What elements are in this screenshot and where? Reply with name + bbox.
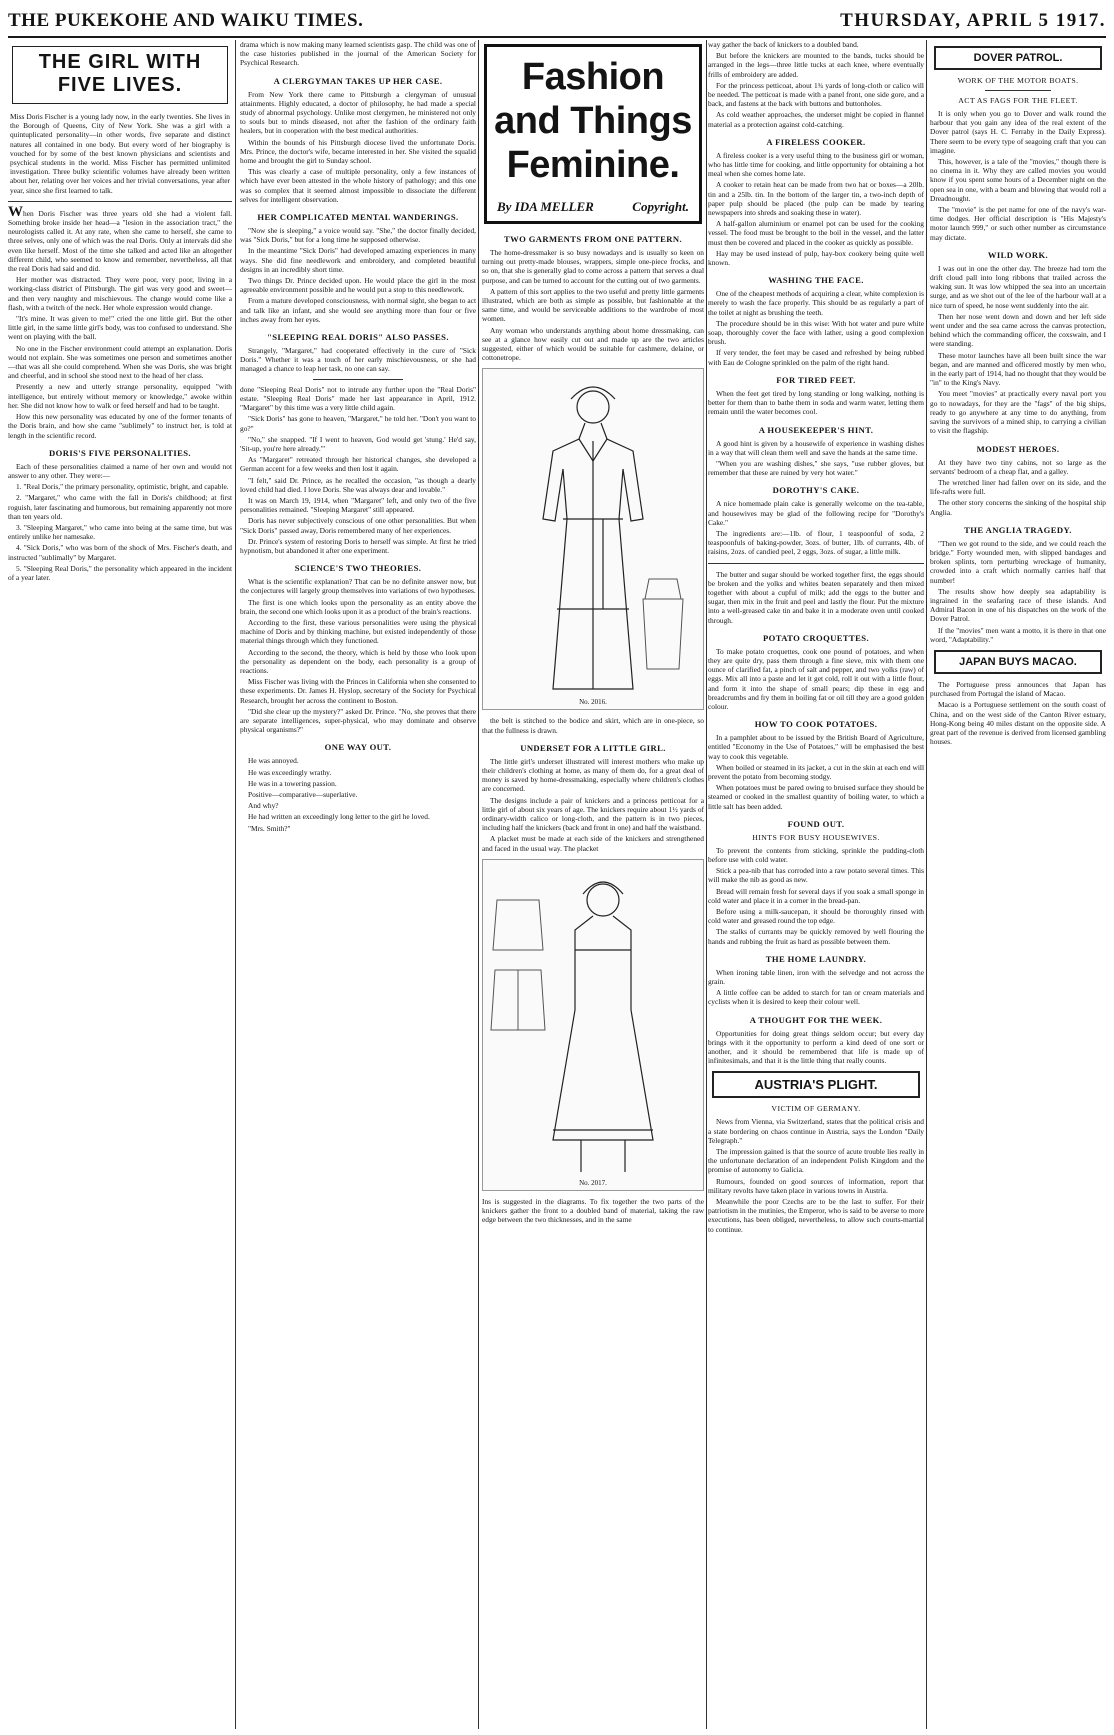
paragraph: At they have two tiny cabins, not so large as the servants' bedroom of a cheap flat, and a galley.	[930, 457, 1106, 476]
paragraph: The "movie" is the pet name for one of the navy's war-time dodges. Her official description is "His Majesty's motor launch 999," or such other number as circumstance may dictate.	[930, 205, 1106, 242]
section-subheading: VICTIM OF GERMANY.	[771, 1104, 861, 1114]
paragraph: To make potato croquettes, cook one pound of potatoes, and when they are quite dry, pass them through a fine sieve, mix with them one ounce of clarified fat, a pinch of salt and pepper, and two yolks (raw) of eggs. Mix all into a paste and let it get cold, roll it out with a little flour, and form it into the shape of small pears; dip these in egg and breadcrumbs and fry them in boiling fat or oil till they are a good golden colour.	[708, 646, 924, 711]
section-heading: WASHING THE FACE.	[768, 275, 864, 286]
paragraph: It is only when you go to Dover and walk round the harbour that you gain any idea of the real extent of the Dover patrol (says H. C. Ferraby in the Daily Express). There seem to be every type of seagoing craft that you can imagine.	[930, 109, 1106, 155]
paragraph: When potatoes must be pared owing to bruised surface they should be steamed or cooked in the smallest quantity of boiling water, to which a little salt has been added.	[708, 783, 924, 811]
paragraph: "I felt," said Dr. Prince, as he recalled the occasion, "as though a dearly loved child had died. I love Doris. She was always dear and lovable."	[240, 475, 476, 494]
section-heading: HER COMPLICATED MENTAL WANDERINGS.	[257, 212, 459, 223]
paragraph: The results show how deeply sea adaptability is ingrained in the seafaring race of these islands. And Admiral Bacon in one of his dispatches on the work of the Dover Patrol.	[930, 586, 1106, 624]
column-1	[8, 40, 232, 1731]
paper-title: THE PUKEKOHE AND WAIKU TIMES.	[8, 10, 364, 31]
paragraph: The procedure should be in this wise: With hot water and pure white soap, thoroughly cover the face with lather, using a good complexion brush.	[708, 318, 924, 347]
paragraph: Any woman who understands anything about home dressmaking, can see at a glance how easily cut out and made up are the two articles suggested, either of which would be suitable for cashmere, delaine, or cottonetrope.	[482, 325, 704, 363]
section-subheading: HINTS FOR BUSY HOUSEWIVES.	[752, 832, 880, 842]
paragraph: When boiled or steamed in its jacket, a cut in the skin at each end will prevent the potato from becoming stodgy.	[708, 762, 924, 781]
paragraph: He had written an exceedingly long letter to the girl he loved.	[248, 812, 430, 822]
paragraph: The ingredients are:—1lb. of flour, 1 teaspoonful of soda, 2 teaspoonfuls of baking-powder, 3ozs. of butter, 1lb. of currants, 4lb. of raisins, 2ozs. of candied peel, 2 eggs, 3ozs. of sugar, a little milk.	[708, 528, 924, 557]
section-heading: A CLERGYMAN TAKES UP HER CASE.	[273, 75, 443, 86]
paragraph: "Mrs. Smith?"	[248, 823, 291, 833]
paragraph: Bread will remain fresh for several days if you soak a small sponge in cold water and place it in a corner in the bread-pan.	[708, 886, 924, 905]
paragraph: "When you are washing dishes," she says, "use rubber gloves, but remember that these are ruined by very hot water."	[708, 458, 924, 478]
paragraph: According to the first, these various personalities were using the physical machine of Doris and by thinking machine, but existed independently of those material things through which they functioned.	[240, 617, 476, 646]
dover-headline-box	[934, 46, 1102, 70]
fashion-title: Fashion and Things	[494, 56, 692, 142]
dress-drawing	[483, 369, 703, 709]
paragraph: He was in a towering passion.	[248, 778, 337, 788]
paragraph: If very tender, the feet may be cased and refreshed by being rubbed with Eau de Cologne sprinkled on the palm of the right hand.	[708, 348, 924, 367]
dover-headline: DOVER PATROL.	[973, 52, 1063, 64]
section-heading: MODEST HEROES.	[976, 443, 1060, 454]
paragraph: "Sick Doris" has gone to heaven, "Margaret," he told her. "Don't you want to go?"	[240, 414, 476, 433]
paragraph: A little coffee can be added to starch for tan or cream materials and cyclists when it is desired to keep their colour well.	[708, 988, 924, 1007]
column-3	[482, 40, 704, 1731]
section-heading: POTATO CROQUETTES.	[762, 632, 870, 643]
paragraph: In a pamphlet about to be issued by the British Board of Agriculture, entitled "Economy in the Use of Potatoes," will be emphasised the best way to cook this vegetable.	[708, 733, 924, 761]
section-heading: FOUND OUT.	[787, 818, 845, 829]
japan-headline: JAPAN BUYS MACAO.	[959, 655, 1077, 668]
section-heading: UNDERSET FOR A LITTLE GIRL.	[520, 742, 666, 753]
paragraph: The designs include a pair of knickers and a princess petticoat for a little girl of about six years of age. The knickers require about 1½ yards of ordinary-width calico or long-cloth, and the pattern is in two pieces, including half the knickers (back and front in one) and half the waistband.	[482, 795, 704, 833]
paragraph: The home-dressmaker is so busy nowadays and is usually so keen on turning out pretty-made blouses, wrappers, simple one-piece frocks, and so on, that she is generally glad to come across a pattern that serves a dual purpose, and can be turned to account for the cutting out of two garments.	[482, 248, 704, 285]
paragraph: the belt is stitched to the bodice and skirt, which are in one-piece, so that the fullness is drawn.	[482, 716, 704, 735]
illustration-caption: No. 2016.	[579, 698, 607, 707]
section-heading: A HOUSEKEEPER'S HINT.	[758, 424, 874, 435]
section-heading: SCIENCE'S TWO THEORIES.	[294, 563, 422, 574]
underset-illustration	[482, 859, 704, 1191]
paragraph: This was clearly a case of multiple personality, only a few instances of which have ever been attested in the whole history of pathology; and this one was so complex that it seemed almost impossible to dissociate the different selves for intelligent observation.	[240, 167, 476, 204]
paragraph: Dr. Prince's system of restoring Doris to herself was simple. At first he tried hypnotism, but abandoned it after one experiment.	[240, 536, 476, 555]
austria-headline-box	[712, 1071, 920, 1098]
column-rule	[235, 40, 236, 1729]
section-heading: THE ANGLIA TRAGEDY.	[964, 524, 1072, 535]
byline-copyright: Copyright.	[632, 199, 689, 214]
paragraph: A good hint is given by a housewife of experience in washing dishes in a way that will clean them well and save the hands at the same time.	[708, 438, 924, 457]
byline-author: By IDA MELLER	[497, 199, 594, 214]
paragraph: drama which is now making many learned scientists gasp. The child was one of the case histories published in the journal of the American Society for Psychical Research.	[240, 40, 476, 68]
paragraph: A placket must be made at each side of the knickers and strengthened and faced in the usual way. The placket	[482, 834, 704, 853]
paragraph: The Portuguese press announces that Japan has purchased from Portugal the island of Macao.	[930, 679, 1106, 699]
paragraph: The little girl's underset illustrated will interest mothers who make up their children's clothing at home, as many of them do, for a great deal of money is saved by home-dressmaking, especially where children's clothes are concerned.	[482, 756, 704, 794]
paragraph: Opportunities for doing great things seldom occur; but every day brings with it the opportunity to perform a kind deed of one sort or another, and it should be remembered that life is made up of infinitesimals, and that it is the little thing that really counts.	[708, 1028, 924, 1066]
section-heading: A THOUGHT FOR THE WEEK.	[749, 1014, 883, 1025]
japan-headline-box	[934, 650, 1102, 674]
masthead	[8, 6, 1106, 38]
paragraph: As cold weather approaches, the underset might be copied in flannel material as a protection against cold-catching.	[708, 110, 924, 129]
section-heading: THE HOME LAUNDRY.	[765, 953, 867, 964]
paragraph: "Then we got round to the side, and we could reach the bridge." Forty wounded men, with slipped bandages and broken splints, torn perturbing wreckage of humanity, crowded into a craft which normally carries half that number!	[930, 538, 1106, 585]
column-4	[708, 40, 924, 1731]
paragraph: I was out in one the other day. The breeze had torn the drift cloud pall into long ribbons that trailed across the waking sun. It was low whipped the sea into an uncertain surge, and as we shot out of the lee of the harbour wall at a nice turn of speed, he nose went suddenly into the air.	[930, 263, 1106, 310]
paragraph: When Doris Fischer was three years old she had a violent fall. Something broke inside her head—a "lesion in the association tract," the neurologists called it. At any rate, when she came to herself, she came to three selves, only one of which was the real Doris. Only at intervals did she even like herself. Most of the time she talked and acted like an altogether different child, who seemed to know and remember, nevertheless, all that the real Doris had said and did.	[8, 203, 232, 274]
paragraph: What is the scientific explanation? That can be no definite answer now, but the conjectures will largely group themselves into variations of two hypotheses.	[240, 577, 476, 596]
list-item: 5. "Sleeping Real Doris," the personality which appeared in the incident of a year later.	[8, 563, 232, 582]
fashion-title-box	[484, 44, 702, 224]
illustration-caption: No. 2017.	[579, 1178, 607, 1187]
section-heading: TWO GARMENTS FROM ONE PATTERN.	[503, 234, 683, 244]
paragraph: Ins is suggested in the diagrams. To fix together the two parts of the knickers gather the front to a doubled band of material, taking the raw edge between the two thicknesses, and in the same	[482, 1196, 704, 1225]
paragraph: The first is one which looks upon the personality as an entity above the brain, the second one which looks upon it as a product of the brain's reactions.	[240, 597, 476, 616]
paragraph: "No," she snapped. "If I went to heaven, God would get 'stung.' He'd say, 'Sit-up, you're here already.'"	[240, 434, 476, 453]
section-heading: "SLEEPING REAL DORIS" ALSO PASSES.	[267, 332, 449, 343]
section-heading: DOROTHY'S CAKE.	[772, 485, 860, 496]
paragraph: But before the knickers are mounted to the bands, tucks should be arranged in the legs—three little tucks at each knee, where eventually frills of embroidery are added.	[708, 51, 924, 79]
paragraph: How this new personality was educated by one of the former tenants of the Doris brain, and how she came "sublimely" to instruct her, is told at length in the scientific record.	[8, 412, 232, 440]
paragraph: If the "movies" men want a motto, it is there in that one word, "Adaptability."	[930, 625, 1106, 644]
list-item: 4. "Sick Doris," who was born of the shock of Mrs. Fischer's death, and instructed "sublimally" by Margaret.	[8, 543, 232, 562]
column-rule	[926, 40, 927, 1729]
column-rule	[706, 40, 707, 1729]
paragraph: Rumours, founded on good sources of information, report that military revolts have taken place in various towns in Austria.	[708, 1176, 924, 1195]
paragraph: Stick a pea-nib that has corroded into a raw potato several times. This will make the nib as good as new.	[708, 866, 924, 885]
paragraph: Within the bounds of his Pittsburgh diocese lived the unfortunate Doris. Mrs. Prince, the doctor's wife, became interested in her. She visited the squalid home and brought the girl to Sunday school.	[240, 137, 476, 166]
paragraph: The other story concerns the sinking of the hospital ship Anglia.	[930, 498, 1106, 517]
paragraph: Then her nose went down and down and her left side went under and the sea came across the canvas protection, behind which the commanding officer, the coxswain, and I were standing.	[930, 311, 1106, 349]
paragraph: Positive—comparative—superlative.	[248, 790, 358, 799]
paragraph: In the meantime "Sick Doris" had developed amazing experiences in many ways. She did fine needlework and embroidery, and completed beautiful designs in an incredibly short time.	[240, 246, 476, 274]
paragraph: One of the cheapest methods of acquiring a clear, white complexion is merely to wash the face properly. This should be as regularly a part of the toilet at night as brushing the teeth.	[708, 289, 924, 317]
article-headline-box	[12, 46, 228, 104]
paragraph: He was exceedingly wrathy.	[248, 767, 332, 777]
list-item: 2. "Margaret," who came with the fall in Doris's childhood; at first roguish, later fascinating and humorous, but remaining apparently not more than ten years old.	[8, 493, 232, 521]
paragraph: Doris has never subjectively conscious of one other personalities. But when "Sick Doris" passed away, Doris remembered many of her experiences.	[240, 516, 476, 535]
section-subheading: WORK OF THE MOTOR BOATS.	[957, 76, 1079, 85]
issue-date: THURSDAY, APRIL 5 1917.	[840, 10, 1106, 31]
paragraph: A nice homemade plain cake is generally welcome on the tea-table, and housewives may be glad of the following recipe for "Dorothy's Cake."	[708, 499, 924, 527]
paragraph: When the feet get tired by long standing or long walking, nothing is better for them than to bathe them in soda and warm water, letting them remain until the water becomes cool.	[708, 388, 924, 417]
article-intro: Miss Doris Fischer is a young lady now, in the early twenties. She lives in the Borough of Queens, City of New York. She was a girl with a quintuplicated personality—in other words, five separate and distinct natures all contained in one body. But every word of her biography is vouched for by some of the best known physicians and scientists and psychical students in the world. Miss Fischer has permitted unlimited investigation. Three bulky scientific volumes have already been written about her, relating over her voices and her trivial conversations, year after year, since she first learned to talk.	[10, 112, 230, 195]
paragraph: Miss Fischer was living with the Princes in California when she consented to these experiments. Dr. James H. Hyslop, secretary of the Society for Psychical Research, brought her across the continent to Boston.	[240, 677, 476, 705]
paragraph: To prevent the contents from sticking, sprinkle the pudding-cloth before use with cold water.	[708, 845, 924, 864]
section-subheading: ACT AS FAGS FOR THE FLEET.	[958, 96, 1078, 105]
section-heading: WILD WORK.	[987, 249, 1049, 260]
column-5	[930, 40, 1106, 1731]
dress-illustration	[482, 368, 704, 710]
section-heading: HOW TO COOK POTATOES.	[754, 719, 878, 730]
paragraph: A half-gallon aluminium or enamel pot can be used for the cooking vessel. The food must be brought to the boil in the vessel, and the latter must then be covered and placed in the cooker as quickly as possible.	[708, 219, 924, 247]
paragraph: He was annoyed.	[248, 756, 299, 766]
paragraph: News from Vienna, via Switzerland, states that the political crisis and a state bordering on chaos continue in Austria, says the London "Daily Telegraph."	[708, 1117, 924, 1145]
list-item: 3. "Sleeping Margaret," who came into being at the same time, but was entirely unlike her namesake.	[8, 522, 232, 542]
paragraph: No one in the Fischer environment could attempt an explanation. Doris would not explain. She was sometimes one person and sometimes another—that was all she could comprehend. When she was Doris, she was bright and cheerful, and in school she stood next to the head of her class.	[8, 343, 232, 381]
paragraph: It was on March 19, 1914, when "Margaret" left, and only two of the five personalities remained. "Sleeping Margaret" still appeared.	[240, 495, 476, 515]
paragraph: From a mature developed consciousness, with normal sight, she began to act and talk like an infant, and she would see anything more than four or five inches away from her eyes.	[240, 296, 476, 324]
paragraph: Strangely, "Margaret," had cooperated effectively in the cure of "Sick Doris." Whether it was a touch of her early mischievousness, or she had managed a chance to leap her task, no one can say.	[240, 346, 476, 374]
paragraph: For the princess petticoat, about 1¾ yards of long-cloth or calico will be needed. The petticoat is made with a panel front, one side gore, and a back, and fastens at the back with buttons and buttonholes.	[708, 80, 924, 109]
paragraph: done "Sleeping Real Doris" not to intrude any further upon the "Real Doris" estate. "Sleeping Real Doris" made her last appearance in April, 1912. "Margaret" by this time was a very little child again.	[240, 384, 476, 413]
paragraph: According to the second, the theory, which is held by those who look upon the personality as dependent on the body, each personality is a group of reactions.	[240, 647, 476, 675]
paragraph: You meet "movies" at practically every naval port you go to nowadays, for they are the "fags" of the big ships, ready to go anywhere at any time to do anything, from saving the survivors of a mined ship, to carrying a civilian to visit the flagship.	[930, 389, 1106, 436]
column-2	[240, 40, 476, 1731]
paragraph: Her mother was distracted. They were poor, very poor, living in a working-class district of Pittsburgh. The girl was very good and sweet—and then very naughty and mischievous. The change would come like a flash, with a twitch of the neck. Her whole expression would change.	[8, 275, 232, 312]
paragraph: The butter and sugar should be worked together first, the eggs should be broken and the yolks and whites beaten separately and then mixed together with about a cupful of milk; add the eggs to the butter and sugar, then mix in the fruit and peel and lastly the flour. Put the mixture into a well-greased cake tin and bake it in a moderate oven until cooked through.	[708, 569, 924, 625]
fashion-title-line2: Feminine.	[506, 144, 680, 186]
paragraph: As "Margaret" retreated through her historical changes, she developed a German accent for a few weeks and then lost it again.	[240, 455, 476, 474]
column-rule	[478, 40, 479, 1729]
paragraph: way gather the back of knickers to a doubled band.	[708, 40, 859, 49]
paragraph: The impression gained is that the source of acute trouble lies really in the unfortunate declaration of an independent Polish Kingdom and the promise of autonomy to Galicia.	[708, 1147, 924, 1175]
paragraph: The wretched liner had fallen over on its side, and the life-rafts were full.	[930, 477, 1106, 497]
paragraph: The stalks of currants may be quickly removed by well flouring the hands and rubbing the fruit as hard as possible between them.	[708, 927, 924, 946]
byline	[493, 199, 693, 215]
paragraph: A fireless cooker is a very useful thing to the business girl or woman, who has little time for cooking, and little opportunity for obtaining a hot meal when she comes home late.	[708, 150, 924, 179]
article-headline: THE GIRL WITH FIVE LIVES.	[38, 51, 202, 96]
paragraph: These motor launches have all been built since the war began, and are manned and officered mostly by men who, in the early part of 1914, had no thought that they would be "in" to the King's Navy.	[930, 350, 1106, 388]
paragraph: Each of these personalities claimed a name of her own and would not answer to any other. They were:—	[8, 461, 232, 480]
paragraph: "Now she is sleeping," a voice would say. "She," the doctor finally decided, was "Sick Doris," but for a long time he supposed otherwise.	[240, 226, 476, 245]
paragraph: "Did she clear up the mystery?" asked Dr. Prince. "No, she proves that there are separate intelligences, super-physical, who may dominate and observe physical organisms?"	[240, 706, 476, 735]
list-item: 1. "Real Doris," the primary personality, optimistic, bright, and capable.	[16, 482, 229, 492]
section-heading: DORIS'S FIVE PERSONALITIES.	[49, 447, 191, 458]
section-heading: FOR TIRED FEET.	[776, 374, 856, 385]
paragraph: "It's mine. It was given to me!" cried the one little girl. But the other little girl, in the same little girl's body, was too confused to understand. She went on playing with the ball.	[8, 314, 232, 342]
underset-drawing	[483, 860, 703, 1190]
section-heading: A FIRELESS COOKER.	[766, 136, 866, 147]
paragraph: Presently a new and utterly strange personality, equipped "with intelligence, but entirely without memory or knowledge," awoke within her. She did not know how to walk or feed herself and had to be taught.	[8, 382, 232, 410]
paragraph: Macao is a Portuguese settlement on the south coast of China, and on the west side of the Canton River estuary, Hong-Kong being 40 miles distant on the opposite side. A great part of the revenue is derived from licensed gambling houses.	[930, 700, 1106, 747]
section-heading: ONE WAY OUT.	[324, 742, 392, 753]
paragraph: This, however, is a tale of the "movies," though there is no cinema in it. Why they are called movies you would know if you spent some hours of a December night on the open sea in one, with a beam and blowing that would roll a Dreadnought.	[930, 157, 1106, 203]
paragraph: Meanwhile the poor Czechs are to be the last to suffer. For their patriotism in the mutinies, the Emperor, who is said to be averse to more executions, has been obliged, nevertheless, to allow such courts-martial to continue.	[708, 1197, 924, 1234]
paragraph: And why?	[248, 801, 279, 811]
paragraph: Hay may be used instead of pulp, hay-box cookery being quite well known.	[708, 248, 924, 268]
austria-headline: AUSTRIA'S PLIGHT.	[754, 1077, 878, 1093]
paragraph: Before using a milk-saucepan, it should be thoroughly rinsed with cold water and greased round the top edge.	[708, 907, 924, 926]
paragraph: From New York there came to Pittsburgh a clergyman of unusual attainments. Highly educated, a doctor of philosophy, he had made a special study of abnormal psychology. Unlike most clergymen, he ministered not only to souls but to minds diseased, not after the fashion of the ordinary faith healers, but in cooperation with the best medical authorities.	[240, 89, 476, 136]
paragraph: A cooker to retain heat can be made from two hat or boxes—a 20lb. tin and a 25lb. tin. In the bottom of the larger tin, a two-inch depth of paper pulp should be placed (the pulp can be made by tearing newspapers into shreds and soaking these in water).	[708, 180, 924, 218]
paragraph: When ironing table linen, iron with the selvedge and not across the grain.	[708, 967, 924, 987]
paragraph: Two things Dr. Prince decided upon. He would place the girl in the most agreeable environment possible and he would put a stop to this needlework.	[240, 276, 476, 295]
paragraph: A pattern of this sort applies to the two useful and pretty little garments illustrated, which are both as simple as possible, but fashionable at the same time, and would be serviceable additions to the wardrobe of most women.	[482, 286, 704, 324]
